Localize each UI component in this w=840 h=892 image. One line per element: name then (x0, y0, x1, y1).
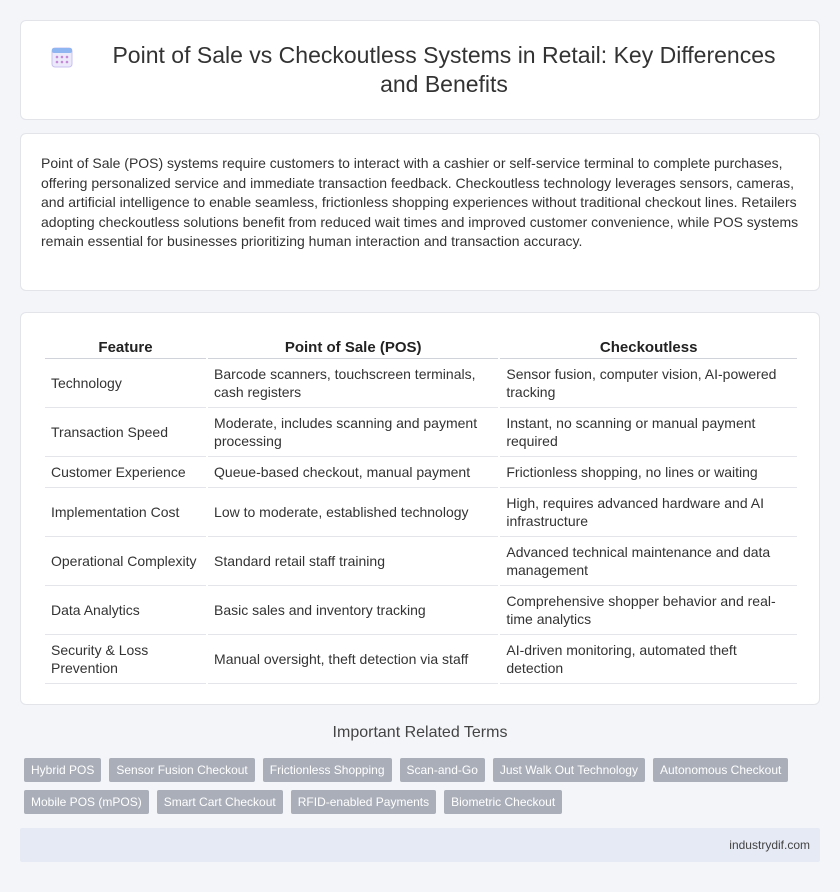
pos-cell: Moderate, includes scanning and payment processing (208, 408, 498, 457)
feature-cell: Implementation Cost (45, 488, 206, 537)
table-row (45, 537, 797, 586)
feature-cell: Customer Experience (45, 457, 206, 488)
checkoutless-cell: High, requires advanced hardware and AI infrastructure (500, 488, 797, 537)
intro-paragraph: Point of Sale (POS) systems require customers to interact with a cashier or self-service terminal to complete purchases, offering personalized service and immediate transaction feedback. Checkoutless technology leverages sensors, cameras, and artificial intelligence to enable seamless, frictionless shopping experiences without traditional checkout lines. Retailers adopting checkoutless solutions benefit from reduced wait times and improved customer convenience, while POS systems remain essential for businesses prioritizing human interaction and transaction accuracy. (41, 155, 799, 250)
related-term-tag[interactable]: Frictionless Shopping (263, 758, 392, 782)
related-term-tag[interactable]: Mobile POS (mPOS) (24, 790, 149, 814)
pos-cell: Barcode scanners, touchscreen terminals, cash registers (208, 359, 498, 408)
related-term-tag[interactable]: Just Walk Out Technology (493, 758, 645, 782)
pos-cell: Low to moderate, established technology (208, 488, 498, 537)
pos-cell: Standard retail staff training (208, 537, 498, 586)
related-term-tag[interactable]: Biometric Checkout (444, 790, 562, 814)
intro-card (20, 133, 820, 291)
related-term-tag[interactable]: Smart Cart Checkout (157, 790, 283, 814)
pos-cell: Manual oversight, theft detection via staff (208, 635, 498, 684)
page-title: Point of Sale vs Checkoutless Systems in Retail: Key Differences and Benefits (112, 42, 776, 97)
table-row (45, 488, 797, 537)
feature-cell: Technology (45, 359, 206, 408)
table-header-row (45, 333, 797, 359)
table-row (45, 635, 797, 684)
related-term-tag[interactable]: Hybrid POS (24, 758, 101, 782)
checkoutless-cell: Frictionless shopping, no lines or waiting (500, 457, 797, 488)
pos-cell: Queue-based checkout, manual payment (208, 457, 498, 488)
comparison-table-card (20, 312, 820, 705)
feature-cell: Security & Loss Prevention (45, 635, 206, 684)
checkoutless-cell: Sensor fusion, computer vision, AI-powered tracking (500, 359, 797, 408)
footer (20, 828, 820, 862)
header-feature: Feature (45, 333, 206, 359)
comparison-table (43, 333, 799, 684)
feature-cell: Data Analytics (45, 586, 206, 635)
related-term-tag[interactable]: RFID-enabled Payments (291, 790, 436, 814)
checkoutless-cell: Advanced technical maintenance and data management (500, 537, 797, 586)
pos-cell: Basic sales and inventory tracking (208, 586, 498, 635)
calendar-grid-icon (51, 46, 73, 68)
table-row (45, 457, 797, 488)
header-card (20, 20, 820, 120)
table-row (45, 586, 797, 635)
table-row (45, 408, 797, 457)
table-row (45, 359, 797, 408)
footer-site-link[interactable]: industrydif.com (729, 838, 810, 852)
header-checkoutless: Checkoutless (500, 333, 797, 359)
checkoutless-cell: Comprehensive shopper behavior and real-time analytics (500, 586, 797, 635)
checkoutless-cell: Instant, no scanning or manual payment required (500, 408, 797, 457)
feature-cell: Transaction Speed (45, 408, 206, 457)
feature-cell: Operational Complexity (45, 537, 206, 586)
checkoutless-cell: AI-driven monitoring, automated theft detection (500, 635, 797, 684)
related-terms-heading: Important Related Terms (332, 724, 508, 741)
related-term-tag[interactable]: Sensor Fusion Checkout (109, 758, 254, 782)
related-term-tag[interactable]: Autonomous Checkout (653, 758, 788, 782)
related-term-tag[interactable]: Scan-and-Go (400, 758, 485, 782)
header-pos: Point of Sale (POS) (208, 333, 498, 359)
related-terms-list (24, 758, 814, 814)
